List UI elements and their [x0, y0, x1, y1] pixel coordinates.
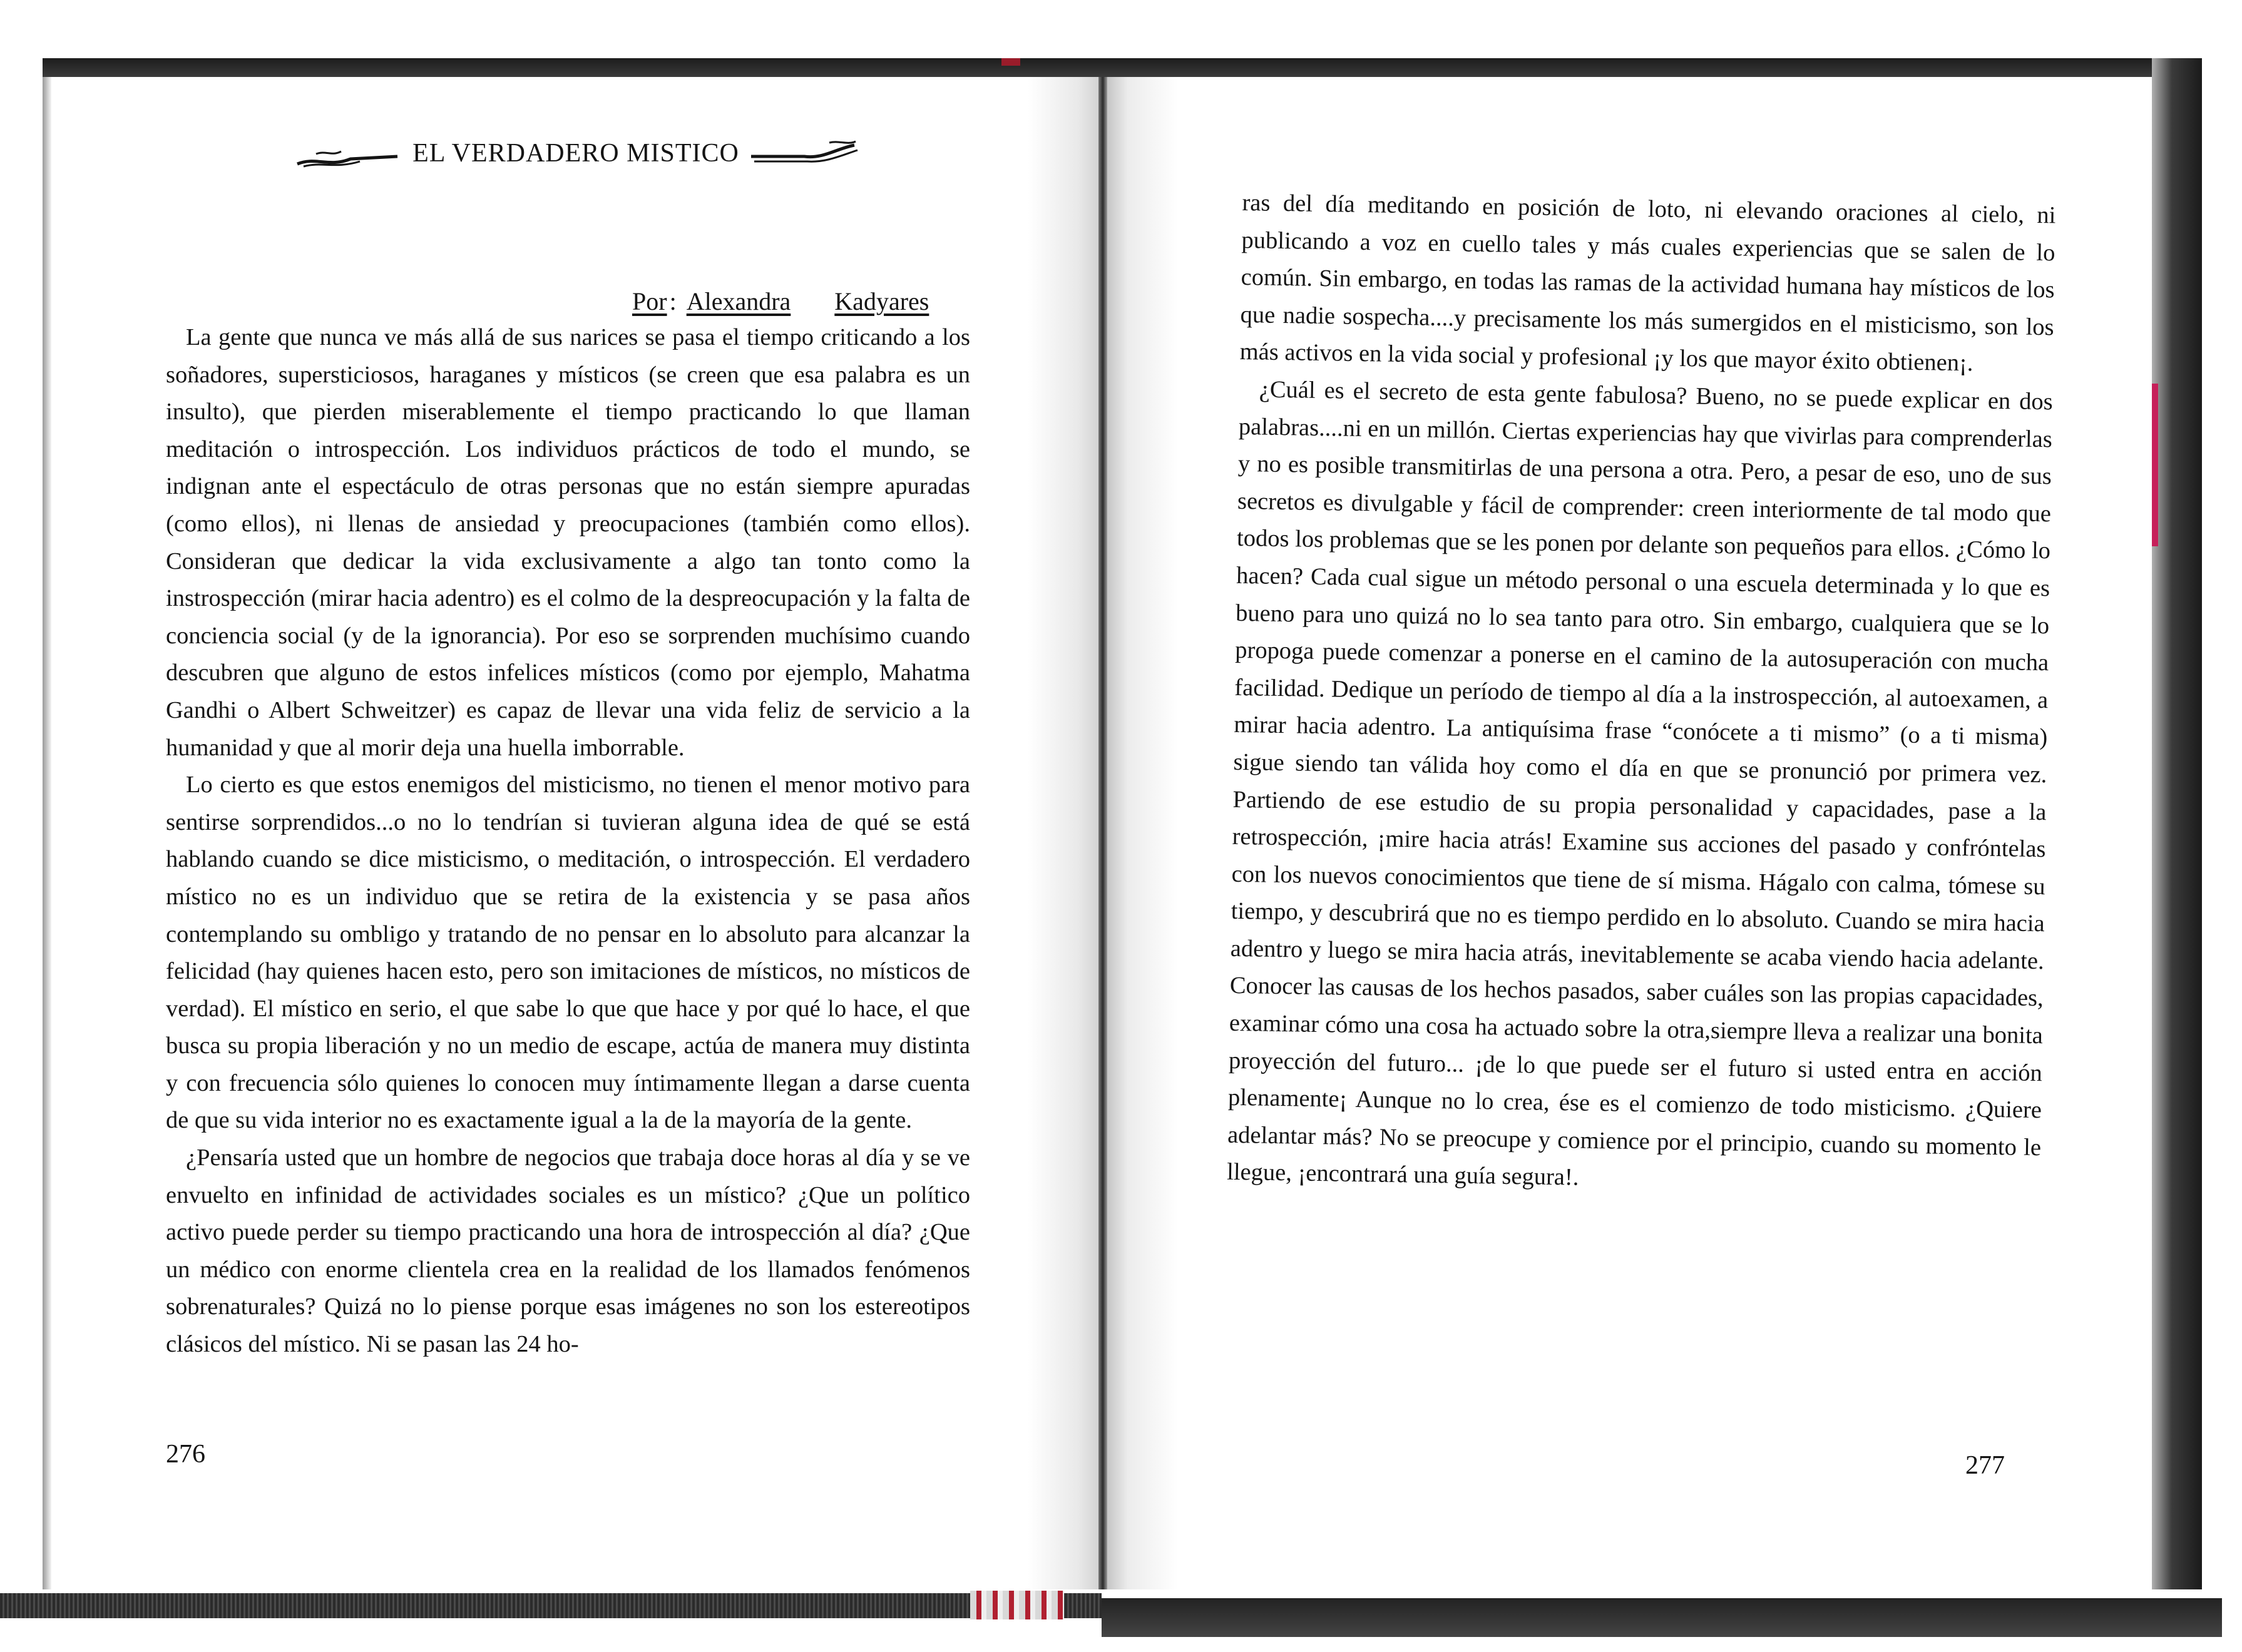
- cover-band-right: [1102, 1598, 2222, 1637]
- paragraph: La gente que nunca ve más allá de sus narices se pasa el tiempo criticando a los soñadores, supersticiosos, haraganes y místicos (se creen que esa palabra es un insulto), que pierden miserablemente el tiempo practicando lo que llaman meditación o introspección. Los individuos prácticos de todo el mundo, se indignan ante el espectáculo de otras personas que no están siempre apuradas (como ellos), ni llenas de ansiedad y preocupaciones (también como ellos). Consideran que dedicar la vida exclusivamente a algo tan tonto como la instrospección (mirar hacia adentro) es el colmo de la despreocupación y la falta de conciencia social (y de la ignorancia). Por eso se sorprenden muchísimo cuando descubren que alguno de estos infelices místicos (como por ejemplo, Mahatma Gandhi o Albert Schweitzer) es capaz de llevar una vida feliz de servicio a la humanidad y que al morir deja una huella imborrable.: [166, 324, 970, 761]
- book-cover-top-edge: [43, 58, 2199, 77]
- flourish-swash-icon: [291, 138, 404, 169]
- left-page-body: [166, 319, 970, 1364]
- page-number-left: 276: [166, 1440, 205, 1469]
- page-number-right: 277: [1965, 1451, 2005, 1480]
- author-last-name: Kadyares: [834, 287, 929, 315]
- bookmark-tab: [2152, 384, 2158, 546]
- cover-band-left: [0, 1593, 1102, 1618]
- paragraph: Lo cierto es que estos enemigos del misticismo, no tienen el menor motivo para sentirse sorprendidos...o no lo tendrían si tuvieran alguna idea de qué se está hablando cuando se dice misticismo, o meditación, o introspección. El verdadero místico no es un individuo que se retira de la existencia y se pasa años contemplando su ombligo y tratando de no pensar en lo absoluto para alcanzar la felicidad (hay quienes hacen esto, pero son imitaciones de místicos, no místicos de verdad). El místico en serio, el que sabe lo que que hace y por qué lo hace, el que busca su propia liberación y no un medio de escape, actúa de manera muy distinta y con frecuencia sólo quienes lo conocen muy íntimamente llegan a darse cuenta de que su vida interior no es exactamente igual a la de la mayoría de la gente.: [166, 772, 970, 1134]
- article-title-row: [225, 131, 926, 175]
- book-cover-bottom-edge: [0, 1589, 2242, 1652]
- paragraph: ¿Cuál es el secreto de esta gente fabulosa? Bueno, no se puede explicar en dos palabras....ni en un millón. Ciertas experiencias hay que vivirlas para comprenderlas y no es posible transmitirlas de una persona a otra. Pero, a pesar de eso, uno de sus secretos es divulgable y fácil de comprender: creen interiormente de tal modo que todos los problemas que se les ponen por delante son pequeños para ellos. ¿Cómo lo hacen? Cada cual sigue un método personal o una escuela determinada y lo que es bueno para uno quizá no lo sea tanto para otro. Sin embargo, cualquiera que se lo propoga puede comenzar a ponerse en el camino de la autosuperación con mucha facilidad. Dedique un período de tiempo al día a la instrospección, al autoexamen, a mirar hacia adentro. La antiquísima frase “conócete a ti mismo” (o a ti misma) sigue siendo tan válida hoy como el día en que se pronunció por primera vez. Partiendo de ese estudio de su propia personalidad y capacidades, pase a la retrospección, ¡mire hacia atrás! Examine sus acciones del pasado y confróntelas con los nuevos conocimientos que tiene de sí misma. Hágalo con calma, tómese su tiempo, y descubrirá que no es tiempo perdido en lo absoluto. Cuando se mira hacia adentro y luego se mira hacia atrás, inevitablemente se acaba viendo hacia adelante. Conocer las causas de los hechos pasados, saber cuáles son las propias capacidades, examinar cómo una cosa ha actuado sobre la otra,siempre lleva a realizar una bonita proyección del futuro... ¡de lo que puede ser el futuro si usted entra en acción plenamente¡ Aunque no lo crea, ése es el comienzo de todo misticismo. ¿Quiere adelantar más? No se preocupe y comience por el principio, cuando su momento le llegue, ¡encontrará una guía segura!.: [1226, 376, 2054, 1191]
- page-edge-shadow: [43, 77, 51, 1589]
- book-gutter: [1098, 77, 1107, 1589]
- paragraph: ¿Pensaría usted que un hombre de negocios que trabaja doce horas al día y se ve envuelto en infinidad de actividades sociales es un místico? ¿Que un político activo puede perder su tiempo practicando una hora de introspección al día? ¿Que un médico con enorme clientela crea en la realidad de los llamados fenómenos sobrenaturales? Quizá no lo piense porque esas imágenes no son los estereotipos clásicos del místico. Ni se pasan las 24 ho-: [166, 1145, 970, 1358]
- flourish-swash-icon: [748, 138, 861, 169]
- cover-red-stitching: [970, 1591, 1064, 1619]
- byline-label: Por: [632, 287, 667, 315]
- article-byline: [632, 287, 929, 316]
- spine-ribbon: [1001, 58, 1020, 66]
- book-cover-right-edge: [2152, 58, 2202, 1591]
- byline-separator: :: [669, 287, 677, 315]
- article-title: EL VERDADERO MISTICO: [412, 139, 739, 168]
- paragraph: ras del día meditando en posición de loto, ni elevando oraciones al cielo, ni publicando a voz en cuello tales y más cuales experiencias que se salen de lo común. Sin embargo, en todas las ramas de la actividad humana hay místicos de los que nadie sospecha....y precisamente los más sumergidos en el misticismo, son los más activos en la vida social y profesional ¡y los que mayor éxito obtienen¡.: [1239, 189, 2056, 377]
- right-page-body: [1227, 185, 2056, 1204]
- author-first-name: Alexandra: [686, 287, 791, 315]
